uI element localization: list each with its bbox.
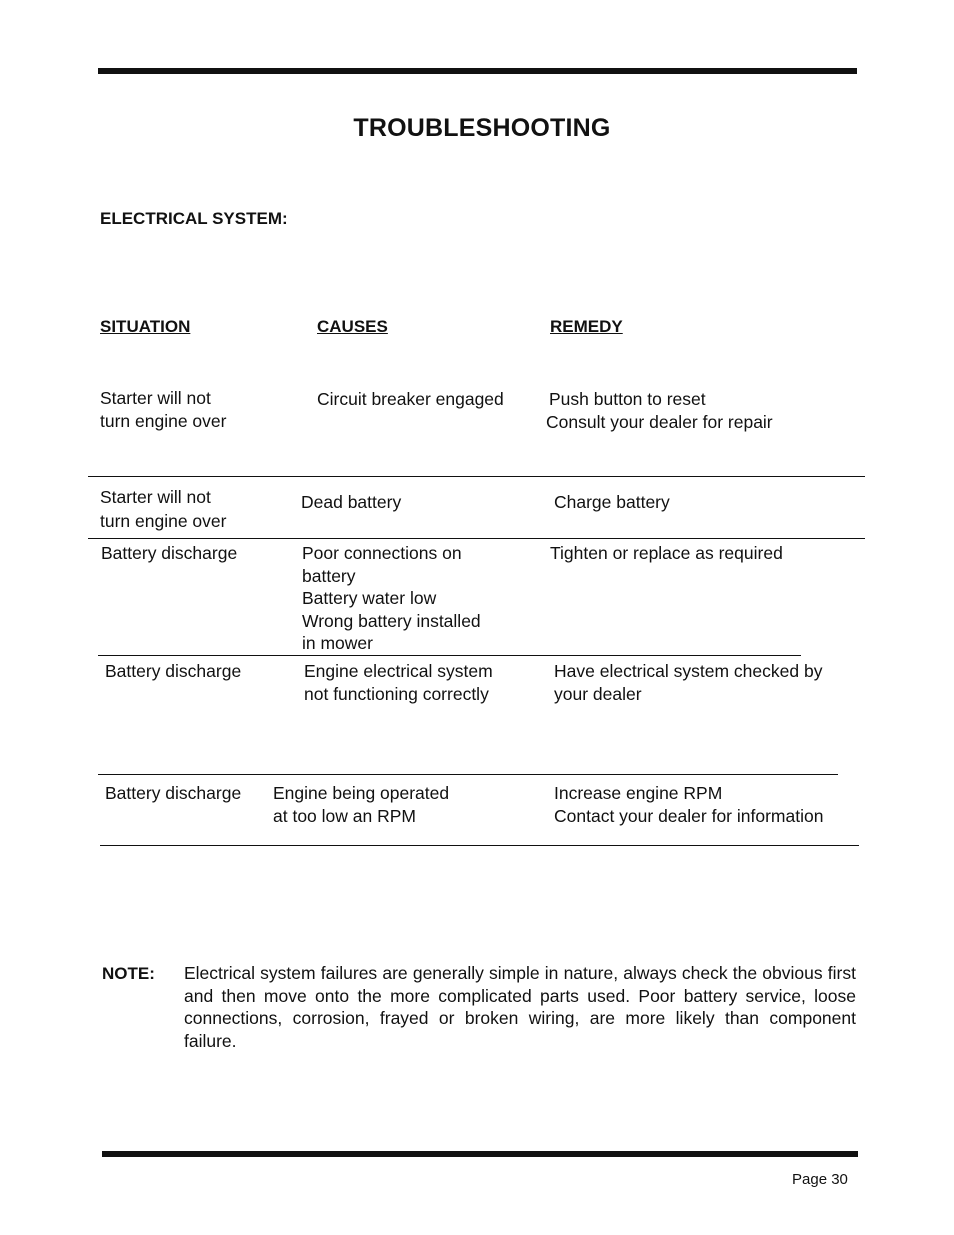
row4-causes: Engine electrical system not functioning correctly	[304, 661, 493, 704]
row4-remedy: Have electrical system checked by your dealer	[554, 661, 823, 704]
row5-remedy: Increase engine RPM Contact your dealer for information	[554, 783, 824, 826]
row2-causes: Dead battery	[301, 492, 402, 512]
row1-situation: Starter will not turn engine over	[100, 388, 227, 431]
row-divider	[98, 655, 801, 656]
row-divider	[100, 845, 859, 846]
row5-situation: Battery discharge	[105, 783, 242, 803]
row4-situation: Battery discharge	[105, 661, 242, 681]
page-title: TROUBLESHOOTING	[353, 114, 611, 142]
row3-causes: Poor connections on battery Battery water low Wrong battery installed in mower	[302, 543, 481, 653]
row3-remedy: Tighten or replace as required	[550, 543, 783, 563]
header-causes: CAUSES	[317, 317, 388, 336]
row5-causes: Engine being operated at too low an RPM	[273, 783, 450, 826]
row-divider	[88, 538, 865, 539]
section-heading: ELECTRICAL SYSTEM:	[100, 209, 288, 228]
header-remedy: REMEDY	[550, 317, 623, 336]
note-label: NOTE:	[102, 964, 155, 983]
page-number: Page 30	[792, 1171, 848, 1188]
bottom-rule	[102, 1151, 858, 1157]
note-text: Electrical system failures are generally simple in nature, always check the obvious first and then move onto the more complicated parts used. Poor battery service, loose connections, corrosion, frayed or broken wiring, are more likely than component failure.	[184, 963, 856, 1052]
header-situation: SITUATION	[100, 317, 191, 336]
row2-remedy: Charge battery	[554, 492, 670, 512]
row-divider	[88, 476, 865, 477]
row-divider	[98, 774, 838, 775]
row2-situation: Starter will not turn engine over	[100, 487, 227, 531]
row1-causes: Circuit breaker engaged	[317, 389, 504, 409]
top-rule	[98, 68, 857, 74]
row3-situation: Battery discharge	[101, 543, 238, 563]
row1-remedy: Push button to reset Consult your dealer for repair	[546, 389, 773, 432]
